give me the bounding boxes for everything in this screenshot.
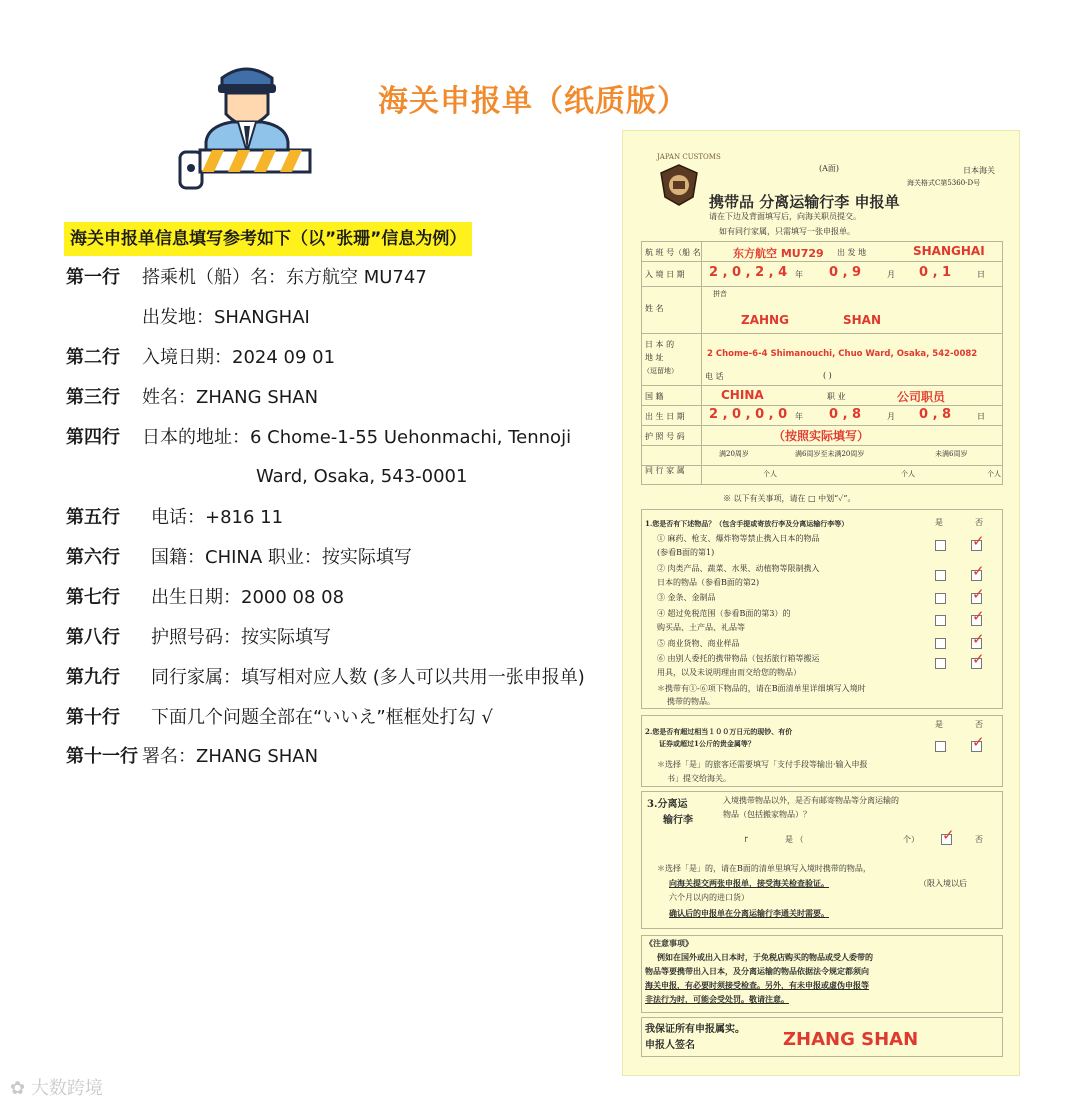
family-col-adult: 满20周岁: [719, 450, 749, 458]
row-label: 第六行: [66, 547, 120, 568]
row-label: 第二行: [66, 347, 120, 368]
row-value: Ward, Osaka, 543-0001: [256, 466, 468, 487]
occupation-value: 公司职员: [897, 390, 946, 404]
customs-officer-icon: [176, 60, 316, 192]
form-subtitle-1: 请在下边及背面填写后，向海关职员提交。: [709, 212, 861, 221]
occupation-label: 职 业: [827, 392, 846, 401]
watermark-logo-icon: ✿: [10, 1078, 26, 1099]
row-label: 第七行: [66, 587, 120, 608]
q2-yes-header: 是: [935, 720, 943, 729]
q1-note-1: ＊携带有①-⑥项下物品的，请在B面清单里详细填写入境时: [657, 684, 866, 693]
watermark: [10, 1074, 103, 1100]
q3-yes-bracket-icon: ┌: [743, 833, 748, 842]
row-label: 第五行: [66, 507, 120, 528]
row-value: 姓名：ZHANG SHAN: [142, 387, 319, 408]
row-10: [66, 706, 493, 730]
address-label-2: 地 址: [645, 353, 664, 362]
birth-date-month: 0 , 8: [829, 407, 862, 422]
family-col-minor: 满6周岁至未满20周岁: [795, 450, 865, 458]
row-7: [66, 586, 345, 610]
form-subtitle-2: 如有同行家属，只需填写一张申报单。: [719, 227, 855, 236]
flight-label: 航 班 号（船 名: [645, 248, 701, 257]
question-1-title: 1.您是否有下述物品？（包含手提或寄放行李及分离运输行李等）: [645, 519, 849, 528]
row-8: [66, 626, 331, 650]
signature-label: 申报人签名: [645, 1040, 695, 1051]
q1-3-yes-checkbox[interactable]: [935, 593, 946, 604]
q2-note-2: 书」提交给海关。: [667, 774, 731, 783]
form-side: (A面): [819, 164, 840, 173]
row-label: 第八行: [66, 627, 120, 648]
family-col-child: 未满6周岁: [935, 450, 968, 458]
birth-year-unit: 年: [795, 412, 803, 421]
q1-item-5: ⑤ 商业货物、商业样品: [657, 639, 740, 648]
row-label: 第四行: [66, 427, 120, 448]
entry-date-year: 2 , 0 , 2 , 4: [709, 265, 788, 280]
entry-date-label: 入 境 日 期: [645, 270, 685, 279]
q2-no-header: 否: [975, 720, 983, 729]
passport-label: 护 照 号 码: [645, 432, 685, 441]
family-unit-2: 个人: [901, 470, 915, 478]
q3-no-label: 否: [975, 835, 983, 844]
watermark-text: 大数跨境: [30, 1078, 103, 1099]
q1-note-2: 携带的物品。: [667, 697, 715, 706]
name-last: ZAHNG: [741, 313, 789, 327]
q1-item-1: ① 麻药、枪支、爆炸物等禁止携入日本的物品: [657, 534, 820, 543]
checkbox-instruction: ※ 以下有关事项，请在 □ 中划“✓”。: [723, 494, 856, 503]
birth-month-unit: 月: [887, 412, 895, 421]
row-5: [66, 506, 284, 530]
name-first: SHAN: [843, 313, 882, 327]
q1-1-yes-checkbox[interactable]: [935, 540, 946, 551]
row-value: 署名：ZHANG SHAN: [142, 746, 319, 767]
q3-note-3: 六个月以内的进口货）: [669, 893, 749, 902]
row-label: 第一行: [66, 267, 120, 288]
flight-value: 东方航空 MU729: [733, 247, 824, 260]
form-heading: 携带品 分离运输行李 申报单: [709, 193, 900, 211]
signature-value: ZHANG SHAN: [783, 1029, 919, 1050]
row-label: 第十一行: [66, 746, 138, 767]
row-value: 日本的地址：6 Chome-1-55 Uehonmachi, Tennoji: [142, 427, 572, 448]
intro-heading: 海关申报单信息填写参考如下（以”张珊”信息为例）: [64, 222, 472, 256]
page-title: 海关申报单（纸质版）: [378, 84, 688, 119]
family-unit-1: 个人: [763, 470, 777, 478]
notice-line-2: 物品等要携带出入日本，及分离运输的物品依据法令规定都须向: [645, 966, 869, 976]
q1-item-3: ③ 金条、金制品: [657, 593, 716, 602]
q2-note-1: ＊选择「是」的旅客还需要填写「支付手段等输出·输入申报: [657, 760, 868, 769]
q2-yes-checkbox[interactable]: [935, 741, 946, 752]
birth-day-unit: 日: [977, 412, 985, 421]
check-mark-icon: ✓: [972, 630, 985, 648]
phone-value: ( ): [823, 371, 832, 380]
year-unit: 年: [795, 270, 803, 279]
row-value: 同行家属：填写相对应人数 (多人可以共用一张申报单): [151, 667, 585, 688]
q3-note-4: 确认后的申报单在分离运输行李通关时需要。: [669, 908, 829, 918]
name-label: 姓 名: [645, 304, 664, 313]
entry-date-month: 0 , 9: [829, 265, 862, 280]
check-mark-icon: ✓: [972, 607, 985, 625]
notice-title: 《注意事项》: [645, 938, 693, 948]
row-value: 入境日期：2024 09 01: [142, 347, 336, 368]
row-label: 第九行: [66, 667, 120, 688]
declaration-form: [622, 130, 1020, 1076]
row-value: 下面几个问题全部在“いいえ”框框处打勾 √: [151, 707, 493, 728]
row-value: 搭乘机（船）名：东方航空 MU747: [142, 267, 427, 288]
row-value: 护照号码：按实际填写: [151, 627, 331, 648]
q1-2-yes-checkbox[interactable]: [935, 570, 946, 581]
row-1: [66, 266, 427, 290]
check-mark-icon: ✓: [972, 532, 985, 550]
day-unit: 日: [977, 270, 985, 279]
notice-line-3: 海关申报，有必要时须接受检查。另外，有未申报或虚伪申报等: [645, 980, 869, 990]
q3-note-2b: （限入境以后: [919, 879, 967, 888]
month-unit: 月: [887, 270, 895, 279]
address-label-1: 日 本 的: [645, 340, 675, 349]
check-mark-icon: ✓: [972, 585, 985, 603]
q1-item-1b: (参看B面的第1): [657, 548, 715, 557]
check-mark-icon: ✓: [972, 733, 985, 751]
q3-note-1: ＊选择「是」的，请在B面的清单里填写入境时携带的物品，: [657, 864, 871, 873]
q1-no-header: 否: [975, 518, 983, 527]
question-3-title-2: 输行李: [663, 815, 693, 826]
q3-yes-label: 是 （: [785, 835, 804, 844]
form-agency: 日本海关: [963, 166, 995, 175]
emblem-text: JAPAN CUSTOMS: [657, 153, 721, 161]
q1-item-4b: 购买品、土产品、礼品等: [657, 623, 745, 632]
q3-text-2: 物品（包括搬家物品）？: [723, 810, 811, 819]
form-format: 海关格式C第5360-D号: [907, 179, 981, 187]
address-value: 2 Chome-6-4 Shimanouchi, Chuo Ward, Osaka, 542-0082: [707, 349, 978, 359]
nationality-label: 国 籍: [645, 392, 664, 401]
row-2: [66, 346, 336, 370]
question-3-title-1: 3.分离运: [647, 799, 688, 810]
q1-4-yes-checkbox[interactable]: [935, 615, 946, 626]
address-label-3: （逗留地）: [643, 367, 678, 375]
pledge-text: 我保证所有申报属实。: [645, 1024, 745, 1035]
row-value: 出发地：SHANGHAI: [142, 307, 310, 328]
row-3: [66, 386, 319, 410]
q1-item-2: ② 肉类产品、蔬菜、水果、动植物等限制携入: [657, 564, 820, 573]
family-label: 同 行 家 属: [645, 466, 685, 475]
check-mark-icon: ✓: [972, 562, 985, 580]
customs-emblem-icon: [659, 163, 699, 211]
q3-note-2: 向海关提交两张申报单，接受海关检查验证。: [669, 878, 829, 888]
birth-date-label: 出 生 日 期: [645, 412, 685, 421]
row-9: [66, 666, 585, 690]
phone-label: 电 话: [705, 372, 724, 381]
row-value: 国籍：CHINA 职业：按实际填写: [151, 547, 412, 568]
row-value: 电话：+816 11: [151, 507, 284, 528]
nationality-value: CHINA: [721, 388, 764, 402]
family-unit-3: 个人: [987, 470, 1001, 478]
q1-yes-header: 是: [935, 518, 943, 527]
row-11: [66, 745, 319, 769]
q1-item-4: ④ 超过免税范围（参看B面的第3）的: [657, 609, 791, 618]
q1-item-6: ⑥ 由别人委托的携带物品（包括旅行箱等搬运: [657, 654, 820, 663]
notice-line-4: 非法行为时，可能会受处罚。敬请注意。: [645, 994, 789, 1004]
check-mark-icon: ✓: [972, 650, 985, 668]
q1-item-6b: 用具，以及未说明理由而交给您的物品）: [657, 668, 801, 677]
entry-date-day: 0 , 1: [919, 265, 952, 280]
row-label: 第三行: [66, 387, 120, 408]
q3-count-label: 个）: [903, 835, 919, 844]
birth-date-year: 2 , 0 , 0 , 0: [709, 407, 788, 422]
birth-date-day: 0 , 8: [919, 407, 952, 422]
row-4: [66, 426, 572, 450]
row-value: 出生日期：2000 08 08: [151, 587, 345, 608]
depart-label: 出 发 地: [837, 248, 867, 257]
row-label: 第十行: [66, 707, 120, 728]
depart-value: SHANGHAI: [913, 244, 985, 258]
question-2-title-2: 证券或超过1公斤的贵金属等？: [659, 739, 755, 748]
q3-text-1: 入境携带物品以外，是否有邮寄物品等分离运输的: [723, 796, 899, 805]
check-mark-icon: ✓: [942, 826, 955, 844]
row-6: [66, 546, 412, 570]
question-2-title-1: 2.您是否有超过相当１００万日元的现钞、有价: [645, 727, 793, 736]
q1-5-yes-checkbox[interactable]: [935, 638, 946, 649]
passport-value: （按照实际填写）: [773, 429, 870, 443]
notice-line-1: 例如在国外或出入日本时，于免税店购买的物品或受人委带的: [657, 952, 873, 962]
pinyin-label: 拼音: [713, 290, 727, 298]
q1-6-yes-checkbox[interactable]: [935, 658, 946, 669]
q1-item-2b: 日本的物品（参看B面的第2): [657, 578, 760, 587]
